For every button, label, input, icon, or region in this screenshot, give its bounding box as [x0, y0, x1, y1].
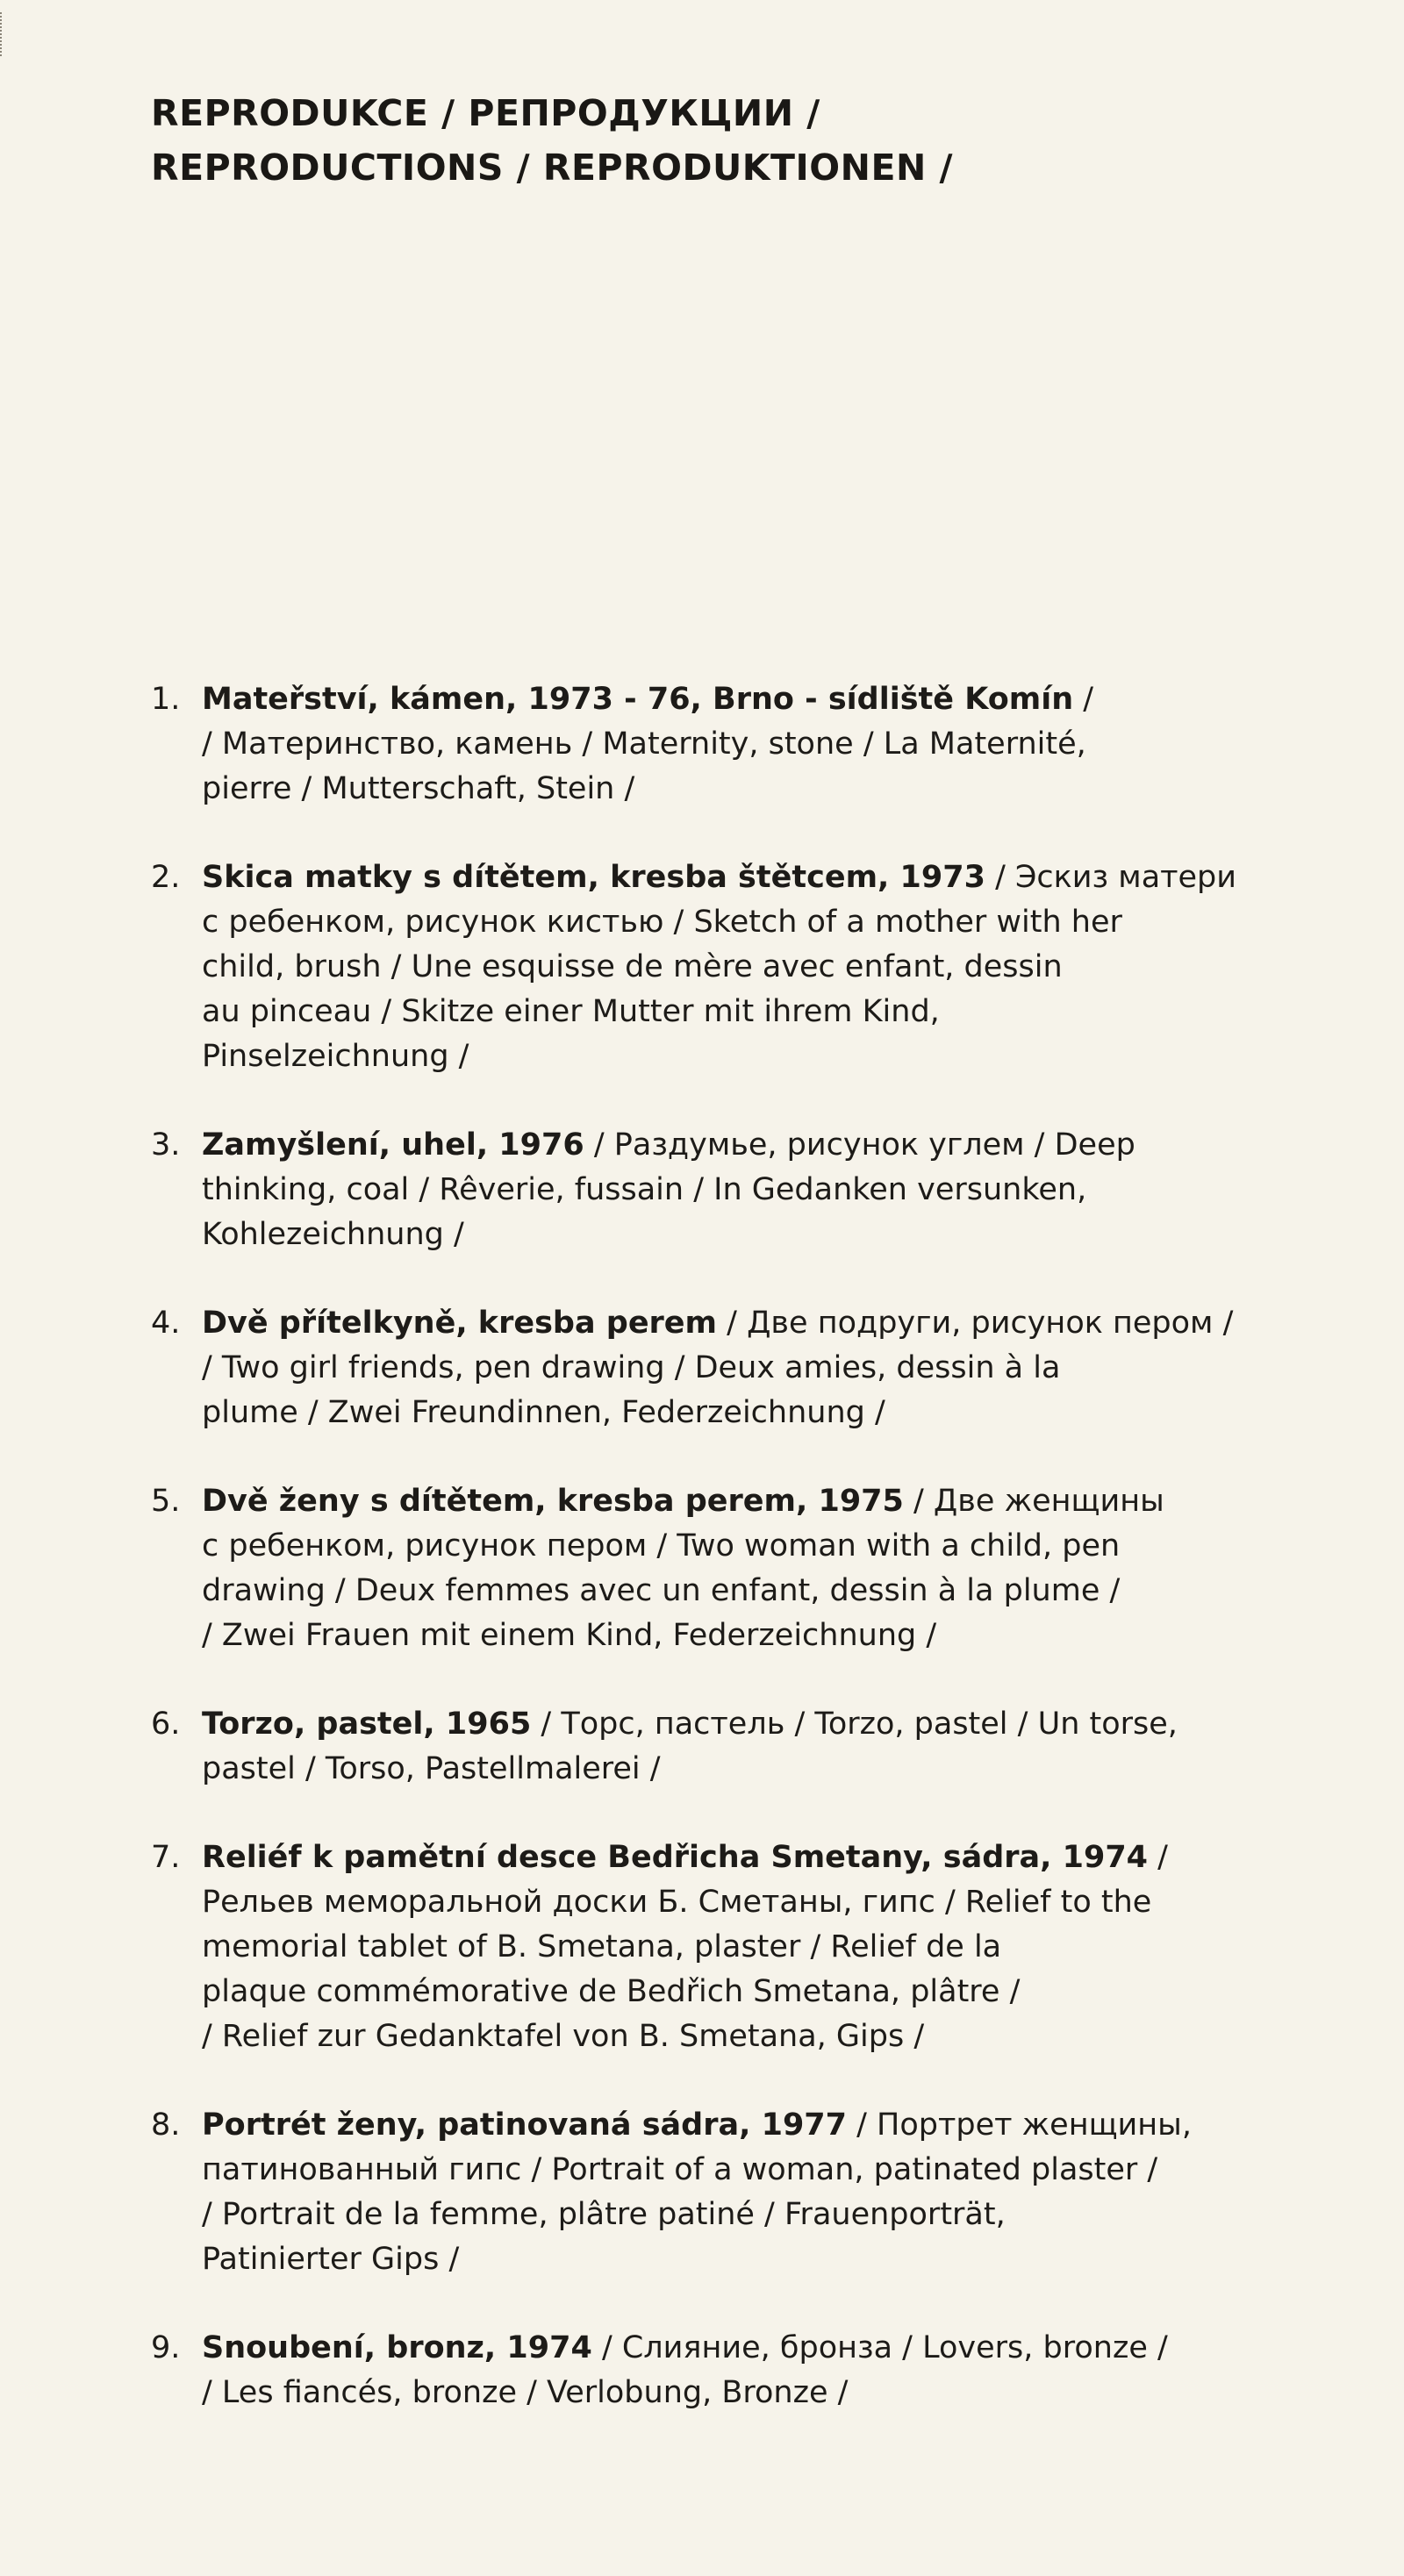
item-title: Torzo, pastel, 1965	[202, 1707, 532, 1742]
item-title: Mateřství, kámen, 1973 - 76, Brno - sídliště Komín	[202, 682, 1074, 717]
item-translation-start: / Эскиз матери	[985, 860, 1237, 895]
item-title: Dvě ženy s dítětem, kresba perem, 1975	[202, 1484, 904, 1519]
item-first-line	[202, 2326, 1292, 2371]
item-translation-line: / Les fiancés, bronze / Verlobung, Bronze /	[202, 2375, 849, 2410]
item-first-line	[202, 855, 1292, 900]
item-number: 8.	[151, 2107, 181, 2143]
item-translation-line: / Материнство, камень / Maternity, stone / La Maternité,	[202, 726, 1086, 762]
item-title: Dvě přítelkyně, kresba perem	[202, 1306, 718, 1341]
item-translation-line: thinking, coal / Rêverie, fussain / In Gedanken versunken,	[202, 1172, 1087, 1207]
item-translation-line: pierre / Mutterschaft, Stein /	[202, 771, 635, 806]
heading-line-2: REPRODUCTIONS / REPRODUKTIONEN /	[151, 147, 954, 189]
item-translation-line: plaque commémorative de Bedřich Smetana, plâtre /	[202, 1974, 1021, 2009]
item-translation-line: child, brush / Une esquisse de mère avec enfant, dessin	[202, 949, 1063, 984]
list-item	[151, 1702, 1292, 1792]
reproductions-list	[151, 677, 1292, 2459]
item-number: 3.	[151, 1127, 181, 1163]
item-number: 4.	[151, 1306, 181, 1341]
item-translation-line: / Relief zur Gedanktafel von B. Smetana, Gips /	[202, 2019, 925, 2054]
list-item	[151, 1301, 1292, 1435]
item-translation-start: / Две женщины	[903, 1484, 1164, 1519]
item-translation-start: / Две подруги, рисунок пером /	[717, 1306, 1234, 1341]
item-translation-start: / Торс, пастель / Torzo, pastel / Un torse,	[531, 1707, 1178, 1742]
item-translation-line: с ребенком, рисунок кистью / Sketch of a mother with her	[202, 905, 1122, 940]
item-translation-line: plume / Zwei Freundinnen, Federzeichnung /	[202, 1395, 885, 1430]
item-translation-start: /	[1148, 1840, 1168, 1875]
item-number: 1.	[151, 682, 181, 717]
binding-edge-mark	[0, 12, 5, 56]
list-item	[151, 1835, 1292, 2059]
item-title: Snoubení, bronz, 1974	[202, 2330, 592, 2365]
item-first-line	[202, 2103, 1292, 2148]
item-number: 7.	[151, 1840, 181, 1875]
item-translation-line: pastel / Torso, Pastellmalerei /	[202, 1751, 661, 1786]
item-translation-line: / Zwei Frauen mit einem Kind, Federzeichnung /	[202, 1618, 937, 1653]
list-item	[151, 677, 1292, 812]
list-item	[151, 1479, 1292, 1658]
item-number: 5.	[151, 1484, 181, 1519]
item-title: Reliéf k pamětní desce Bedřicha Smetany, sádra, 1974	[202, 1840, 1149, 1875]
list-item	[151, 1123, 1292, 1257]
item-translation-line: Рельев меморальной доски Б. Сметаны, гипс / Relief to the	[202, 1885, 1152, 1920]
item-translation-line: Pinselzeichnung /	[202, 1039, 469, 1074]
item-translation-line: memorial tablet of B. Smetana, plaster / Relief de la	[202, 1929, 1002, 1964]
item-title: Skica matky s dítětem, kresba štětcem, 1973	[202, 860, 985, 895]
item-translation-line: Kohlezeichnung /	[202, 1217, 464, 1252]
item-first-line	[202, 1479, 1292, 1524]
list-item	[151, 855, 1292, 1079]
item-translation-start: / Раздумье, рисунок углем / Deep	[584, 1127, 1135, 1163]
item-number: 6.	[151, 1707, 181, 1742]
item-first-line	[202, 1123, 1292, 1168]
item-translation-line: au pinceau / Skitze einer Mutter mit ihrem Kind,	[202, 994, 940, 1029]
item-translation-line: Patinierter Gips /	[202, 2242, 460, 2277]
item-translation-start: / Слияние, бронза / Lovers, bronze /	[591, 2330, 1168, 2365]
item-translation-line: / Two girl friends, pen drawing / Deux amies, dessin à la	[202, 1350, 1061, 1385]
page-heading	[151, 86, 1292, 195]
heading-line-1: REPRODUKCE / РЕПРОДУКЦИИ /	[151, 92, 820, 134]
list-item	[151, 2103, 1292, 2282]
item-title: Portrét ženy, patinovaná sádra, 1977	[202, 2107, 847, 2143]
item-translation-start: /	[1073, 682, 1094, 717]
item-first-line	[202, 1301, 1292, 1346]
item-translation-line: патинованный гипс / Portrait of a woman, patinated plaster /	[202, 2152, 1158, 2187]
item-first-line	[202, 677, 1292, 722]
list-item	[151, 2326, 1292, 2415]
item-first-line	[202, 1835, 1292, 1880]
item-title: Zamyšlení, uhel, 1976	[202, 1127, 584, 1163]
item-number: 2.	[151, 860, 181, 895]
item-first-line	[202, 1702, 1292, 1747]
item-translation-line: drawing / Deux femmes avec un enfant, dessin à la plume /	[202, 1573, 1121, 1608]
item-translation-line: с ребенком, рисунок пером / Two woman with a child, pen	[202, 1528, 1121, 1563]
item-translation-line: / Portrait de la femme, plâtre patiné / Frauenporträt,	[202, 2197, 1006, 2232]
item-number: 9.	[151, 2330, 181, 2365]
item-translation-start: / Портрет женщины,	[847, 2107, 1192, 2143]
